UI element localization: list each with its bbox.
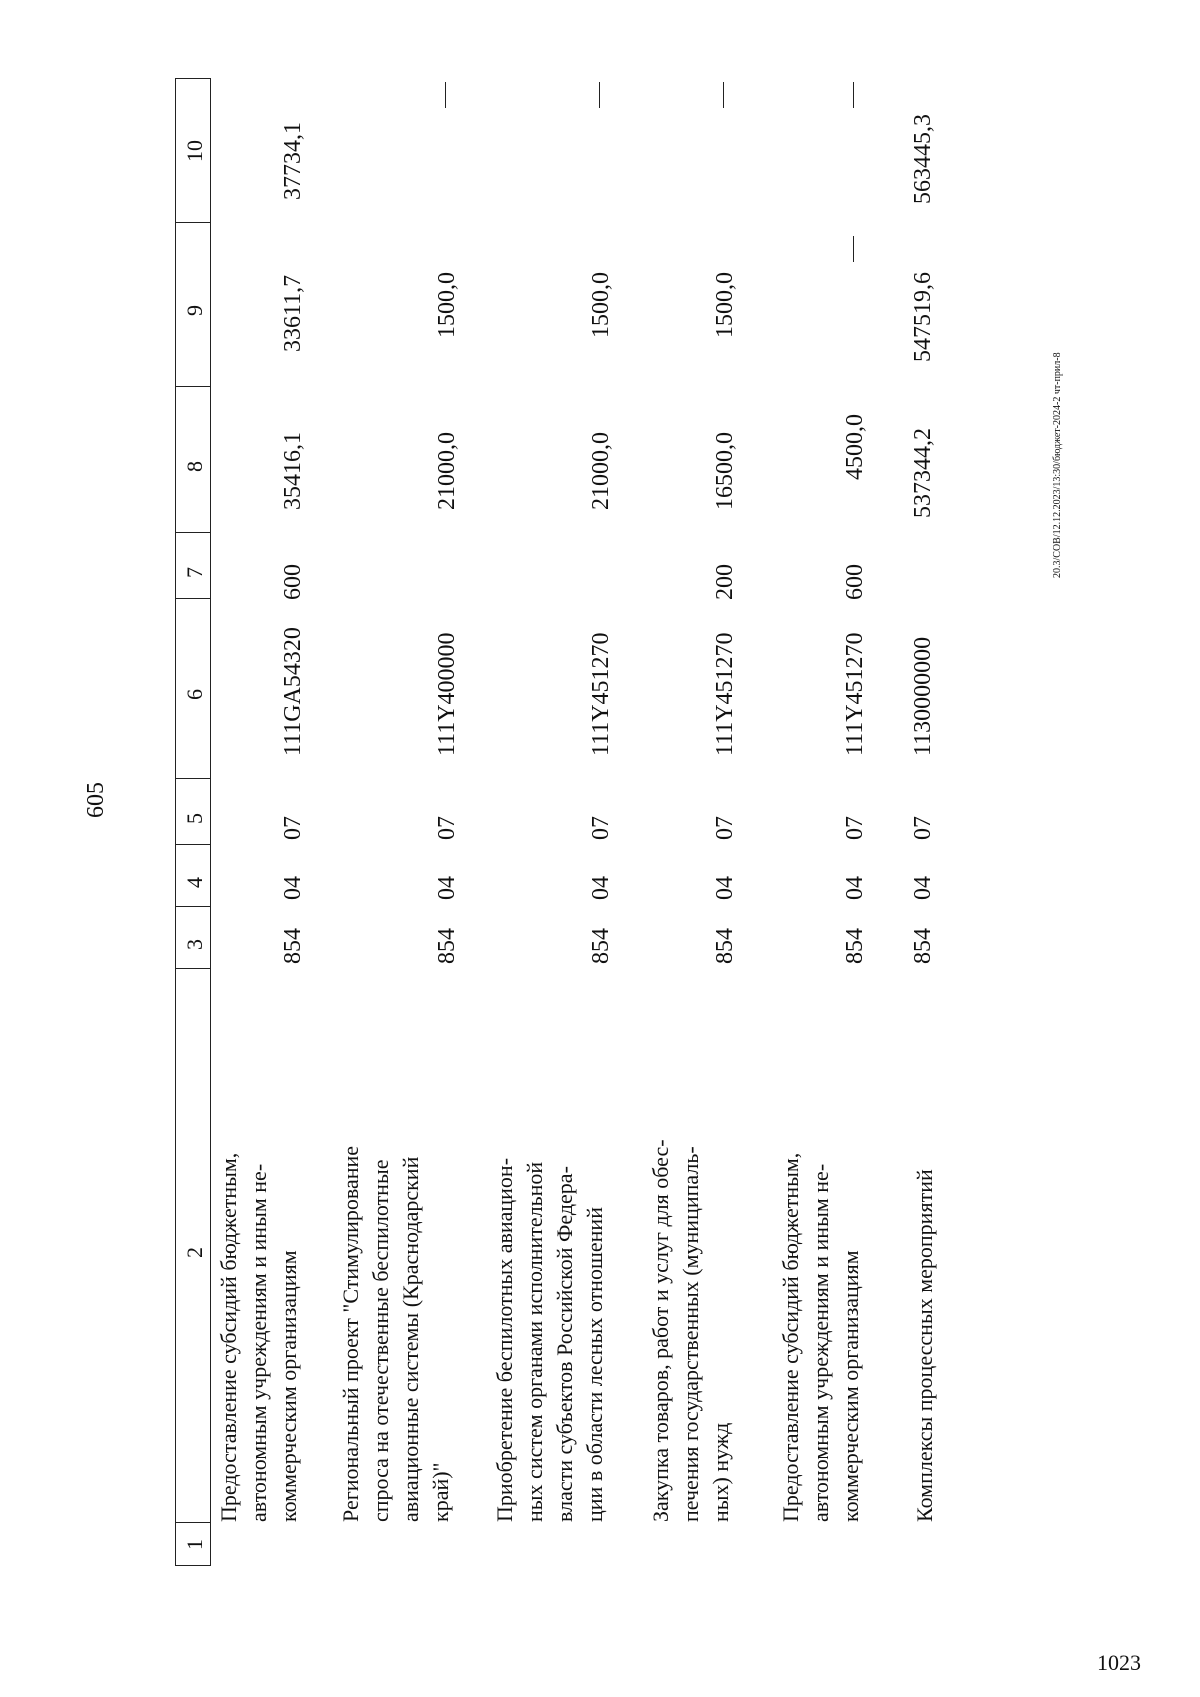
cell-c6: 111Y451270 <box>712 632 738 756</box>
description-line: печения государственных (муниципаль- <box>678 1146 703 1522</box>
cell-c5: 07 <box>434 816 460 840</box>
cell-c5: 07 <box>588 816 614 840</box>
description-line: Комплексы процессных мероприятий <box>912 1169 937 1522</box>
cell-c4: 04 <box>434 876 460 900</box>
cell-c9: 547519,6 <box>910 272 936 362</box>
header-separator <box>175 532 211 533</box>
description-line: Региональный проект "Стимулирование <box>338 1145 363 1522</box>
cell-c10: 563445,3 <box>910 114 936 204</box>
description-line: ции в области лесных отношений <box>582 1207 607 1522</box>
row-description <box>646 1139 736 1522</box>
corner-page-number: 1023 <box>1097 1650 1141 1675</box>
cell-c8: 35416,1 <box>280 432 306 510</box>
cell-c9: 33611,7 <box>280 274 306 352</box>
header-col-4: 4 <box>182 877 207 888</box>
description-line: власти субъектов Российской Федера- <box>552 1166 577 1522</box>
cell-c3: 854 <box>280 928 306 964</box>
row-description <box>776 1153 866 1522</box>
header-col-7: 7 <box>182 567 207 578</box>
cell-c9: 1500,0 <box>434 272 460 338</box>
header-separator <box>175 598 211 599</box>
description-line: край)" <box>428 1462 453 1522</box>
cell-c8: 16500,0 <box>712 432 738 510</box>
cell-c3: 854 <box>712 928 738 964</box>
description-line: коммерческим организациям <box>838 1250 863 1522</box>
cell-c6: 111GA54320 <box>280 627 306 756</box>
header-separator <box>175 386 211 387</box>
cell-c4: 04 <box>712 876 738 900</box>
header-col-9: 9 <box>182 305 207 316</box>
header-col-3: 3 <box>182 939 207 950</box>
description-line: Приобретение беспилотных авиацион- <box>492 1157 517 1522</box>
cell-c8: 21000,0 <box>434 432 460 510</box>
cell-c4: 04 <box>910 876 936 900</box>
cell-c7: 600 <box>842 564 868 600</box>
description-line: ных систем органами исполнительной <box>522 1161 547 1522</box>
description-line: Закупка товаров, работ и услуг для обес- <box>648 1139 673 1522</box>
row-description <box>214 1153 304 1522</box>
cell-c5: 07 <box>842 816 868 840</box>
cell-c5: 07 <box>712 816 738 840</box>
cell-c8: 21000,0 <box>588 432 614 510</box>
cell-c3: 854 <box>434 928 460 964</box>
header-col-1: 1 <box>182 1539 207 1550</box>
description-line: автономным учреждениям и иным не- <box>246 1163 271 1522</box>
description-line: Предоставление субсидий бюджетным, <box>216 1152 241 1522</box>
header-col-8: 8 <box>182 461 207 472</box>
cell-c8: 537344,2 <box>910 428 936 518</box>
header-separator <box>175 778 211 779</box>
header-col-2: 2 <box>182 1247 207 1258</box>
row-description <box>490 1158 610 1522</box>
description-line: авиационные системы (Краснодарский <box>398 1156 423 1522</box>
cell-c5: 07 <box>280 816 306 840</box>
header-separator <box>175 906 211 907</box>
row-description <box>910 1169 940 1522</box>
cell-c9: 1500,0 <box>588 272 614 338</box>
page-number: 605 <box>83 782 109 818</box>
cell-c9: 1500,0 <box>712 272 738 338</box>
header-col-5: 5 <box>182 813 207 824</box>
description-line: Предоставление субсидий бюджетным, <box>778 1152 803 1522</box>
empty-dash <box>599 82 600 108</box>
header-separator <box>175 968 211 969</box>
cell-c3: 854 <box>842 928 868 964</box>
cell-c8: 4500,0 <box>842 414 868 480</box>
cell-c7: 600 <box>280 564 306 600</box>
cell-c6: 1130000000 <box>910 636 936 756</box>
cell-c4: 04 <box>280 876 306 900</box>
cell-c6: 111Y451270 <box>842 632 868 756</box>
cell-c6: 111Y451270 <box>588 632 614 756</box>
cell-c5: 07 <box>910 816 936 840</box>
header-separator <box>175 1522 211 1523</box>
cell-c3: 854 <box>588 928 614 964</box>
header-col-6: 6 <box>182 689 207 700</box>
empty-dash <box>853 236 854 262</box>
cell-c4: 04 <box>842 876 868 900</box>
header-separator <box>175 222 211 223</box>
cell-c7: 200 <box>712 564 738 600</box>
description-line: коммерческим организациям <box>276 1250 301 1522</box>
empty-dash <box>445 82 446 108</box>
cell-c6: 111Y400000 <box>434 632 460 756</box>
header-col-10: 10 <box>182 140 207 162</box>
cell-c3: 854 <box>910 928 936 964</box>
row-description <box>336 1146 456 1522</box>
empty-dash <box>723 82 724 108</box>
description-line: автономным учреждениям и иным не- <box>808 1163 833 1522</box>
cell-c10: 37734,1 <box>280 122 306 200</box>
header-separator <box>175 844 211 845</box>
empty-dash <box>853 82 854 108</box>
footer-code: 20.3/СОВ/12.12.2023/13:30/бюджет-2024-2 чт-прил-8 <box>1052 352 1063 578</box>
description-line: спроса на отечественные беспилотные <box>368 1159 393 1522</box>
description-line: ных) нужд <box>708 1422 733 1522</box>
cell-c4: 04 <box>588 876 614 900</box>
